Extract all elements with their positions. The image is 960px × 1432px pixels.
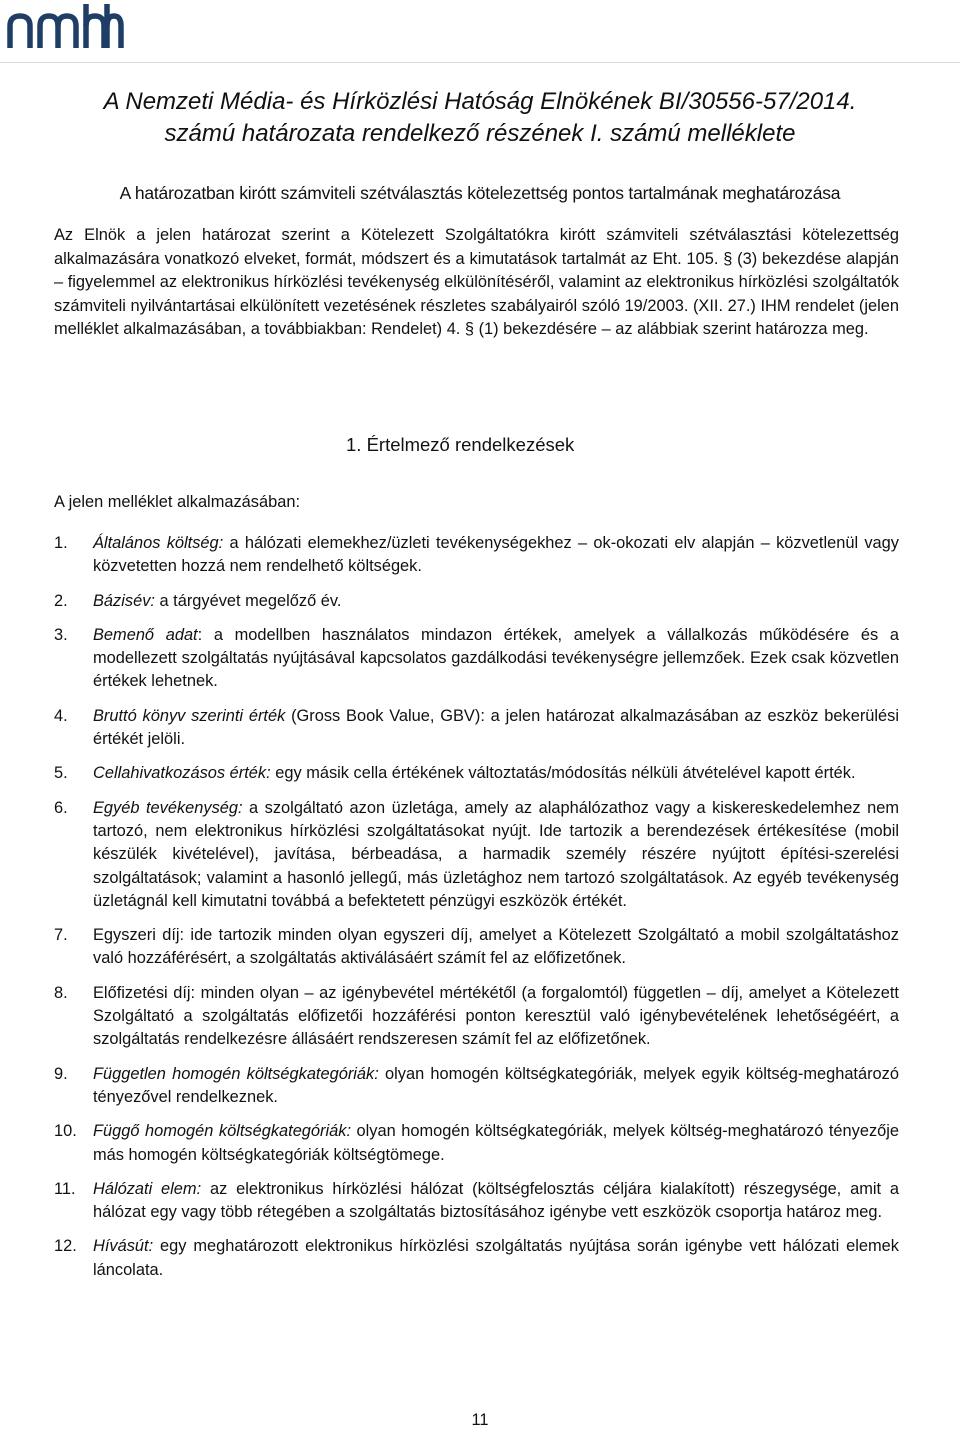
- definition-number: 4.: [54, 706, 68, 725]
- definition-text: Előfizetési díj: minden olyan – az igénybevétel mértékétől (a forgalomtól) független – díj, amelyet a Kötelezett Szolgáltató a szolgáltatás előfizetői hozzáférési ponton keresztül való igénybevételének lehetőségéért, a szolgáltatás rendelkezésre állásáért rendszeresen számít fel az előfizetőnek.: [93, 983, 899, 1049]
- definition-text: egy másik cella értékének változtatás/módosítás nélküli átvételével kapott érték.: [270, 764, 856, 783]
- title-line-2: számú határozata rendelkező részének I. számú melléklete: [164, 120, 796, 147]
- definition-item: [54, 1063, 899, 1110]
- document-subtitle: A határozatban kirótt számviteli szétválasztás kötelezettség pontos tartalmának meghatározása: [119, 183, 841, 203]
- definition-text: egy meghatározott elektronikus hírközlési szolgáltatás nyújtása során igénybe vett hálózati elemek láncolata.: [93, 1237, 899, 1279]
- nmhh-logo: [6, 2, 124, 52]
- definition-number: 8.: [54, 983, 68, 1002]
- header-divider: [0, 62, 960, 63]
- definition-text: a tárgyévet megelőző év.: [154, 591, 342, 610]
- definition-term: Hálózati elem:: [93, 1179, 202, 1198]
- section-intro: A jelen melléklet alkalmazásában:: [54, 493, 300, 511]
- definition-text: (Gross Book Value, GBV): a jelen határozat alkalmazásában az eszköz bekerülési értékét jelöli.: [93, 706, 899, 749]
- definition-item: [54, 762, 899, 785]
- definition-text: a szolgáltató azon üzletága, amely az alaphálózathoz vagy a kiskereskedelemhez nem tartozó, nem elektronikus hírközlési szolgáltatásokat nyújt. Ide tartozik a berendezések értékesítése (mobil készülék kivételével), javítása, bérbeadása, a harmadik személy részére nyújtott építési-szerelési szolgáltatások; valamint a hasonló jellegű, más üzletághoz nem tartozó szolgáltatások. Az egyéb tevékenység üzletágnál kell kimutatni továbbá a befektetett pénzügyi eszközök értékét.: [93, 798, 899, 910]
- definition-number: 3.: [54, 625, 68, 644]
- definition-text: olyan homogén költségkategóriák, melyek egyik költség-meghatározó tényezővel rendelkeznek.: [93, 1064, 899, 1106]
- definition-number: 1.: [54, 534, 68, 552]
- definition-item: [54, 982, 899, 1052]
- definition-number: 12.: [54, 1237, 77, 1256]
- definitions-list: [54, 532, 899, 1293]
- definition-item: [54, 1120, 899, 1167]
- definition-item: [54, 705, 899, 752]
- definition-term: Független homogén költségkategóriák:: [93, 1064, 379, 1083]
- definition-number: 11.: [54, 1179, 76, 1198]
- document-title: [40, 86, 920, 150]
- definition-term: Egyéb tevékenység:: [93, 798, 243, 817]
- definition-item: [54, 924, 899, 971]
- definition-number: 6.: [54, 798, 68, 817]
- definition-term: Bázisév:: [93, 591, 155, 610]
- title-line-1: A Nemzeti Média- és Hírközlési Hatóság Elnökének BI/30556-57/2014.: [103, 88, 857, 115]
- definition-term: Cellahivatkozásos érték:: [93, 764, 271, 783]
- definition-item: [54, 624, 899, 694]
- definition-number: 9.: [54, 1064, 68, 1083]
- definition-number: 2.: [54, 591, 68, 610]
- definition-number: 7.: [54, 926, 68, 945]
- definition-text: Egyszeri díj: ide tartozik minden olyan egyszeri díj, amelyet a Kötelezett Szolgáltató a mobil szolgáltatáshoz való hozzáférésért, a szolgáltatás aktiválásáért számít fel az előfizetőnek.: [93, 926, 899, 968]
- definition-text: a hálózati elemekhez/üzleti tevékenységekhez – ok-okozati elv alapján – közvetlenül vagy közvetetten hozzá nem rendelhető költségek.: [93, 534, 899, 576]
- definition-text: az elektronikus hírközlési hálózat (költségfelosztás céljára kialakított) részegysége, amit a hálózat egy vagy több rétegében a szolgáltatás biztosításához igénybe vett eszközök csoportja határoz meg.: [93, 1179, 899, 1222]
- definition-term: Bemenő adat: [93, 625, 198, 644]
- definition-term: Függő homogén költségkategóriák:: [93, 1122, 352, 1141]
- section-heading: 1. Értelmező rendelkezések: [346, 434, 575, 455]
- definition-item: [54, 1178, 899, 1225]
- definition-item: [54, 532, 899, 579]
- definition-item: [54, 590, 899, 613]
- definition-number: 10.: [54, 1122, 77, 1141]
- page-number: 11: [471, 1411, 489, 1429]
- definition-term: Általános költség:: [93, 534, 224, 552]
- definition-text: olyan homogén költségkategóriák, melyek költség-meghatározó tényezője más homogén költségkategóriák költségtömege.: [93, 1122, 900, 1164]
- definition-term: Bruttó könyv szerinti érték: [93, 706, 286, 725]
- definition-text: : a modellben használatos mindazon értékek, amelyek a vállalkozás működésére és a modellezett szolgáltatás nyújtásával kapcsolatos gazdálkodási tevékenységre jellemzőek. Ezek csak közvetlen értékek lehetnek.: [93, 625, 899, 691]
- definition-number: 5.: [54, 764, 68, 783]
- definition-term: Hívásút:: [93, 1237, 154, 1256]
- definition-item: [54, 1235, 899, 1282]
- intro-paragraph: Az Elnök a jelen határozat szerint a Kötelezett Szolgáltatókra kirótt számviteli szétválasztási kötelezettség alkalmazására vonatkozó elveket, formát, módszert és a kimutatások tartalmát az Eht. 105. § (3) bekezdése alapján – figyelemmel az elektronikus hírközlési tevékenység elkülönítéséről, valamint az elektronikus hírközlési szolgáltatók számviteli nyilvántartásai elkülönített vezetésének részletes szabályairól szóló 19/2003. (XII. 27.) IHM rendelet (jelen melléklet alkalmazásában, a továbbiakban: Rendelet) 4. § (1) bekezdésére – az alábbiak szerint határozza meg.: [54, 226, 899, 338]
- definition-item: [54, 797, 899, 913]
